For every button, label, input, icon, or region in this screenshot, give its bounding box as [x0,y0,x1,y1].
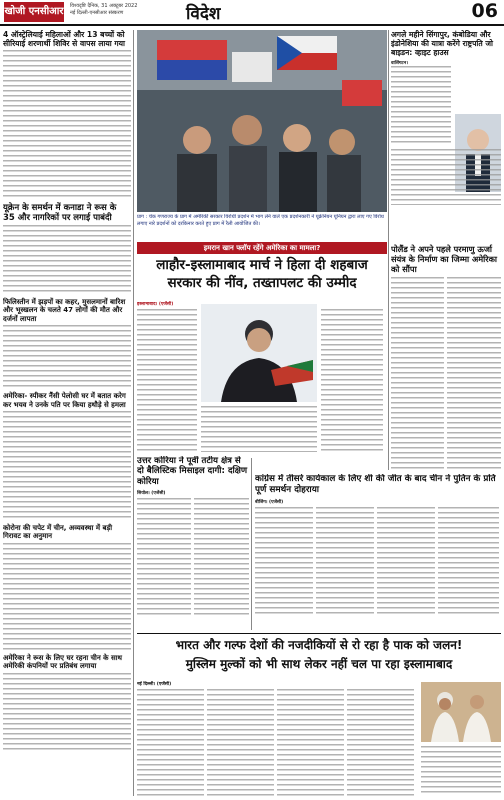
korea-byline: सियोल। (एजेंसी) [137,491,166,497]
story1-heading: 4 ऑस्ट्रेलियाई महिलाओं और 13 बच्चों को सीरियाई शरणार्थी शिविर से वापस लाया गया [3,30,126,48]
biden-heading: अगले महीने सिंगापुर, कंबोडिया और इंडोनेशिया की यात्रा करेंगे राष्ट्रपति जो बाइडन: व्हाइट हाउस [391,30,493,57]
korea-heading: उत्तर कोरिया ने पूर्वी तटीय क्षेत्र से दो बैलिस्टिक मिसाइल दागी: दक्षिण कोरिया [137,456,248,487]
leaders-photo [421,682,501,742]
korea-body-b [194,498,249,616]
story6-body [3,673,131,753]
main-body-col1 [137,309,197,453]
china-body-d [438,507,499,617]
imran-photo [201,304,317,402]
masthead-bar [0,0,504,26]
date-line: विश्वदृष्टि दैनिक, 31 अक्टूबर 2022 [70,3,138,9]
page-number: 06 [471,0,498,22]
story3-heading: फिलिस्तीन में झड़पों का कहर, मुसलमानों बारिश और भूस्खलन के चलते 47 लोगों की मौत और दर्जनों लापता [3,298,126,323]
main-headline-line2: सरकार की नींव, तख्तापलट की उम्मीद [167,275,357,291]
edition-line: नई दिल्ली-एनसीआर संस्करण [70,10,124,16]
story2-body [3,225,131,295]
pak-body-e [421,746,501,796]
protest-photo [137,30,387,212]
story3-body [3,325,131,389]
story6-heading: अमेरिका ने रूस के लिए घर रहना चीन के साथ अमेरिकी कंपनियों पर प्रतिबंध लगाया [3,653,123,671]
protest-caption: प्राग : चेक गणराज्य के प्राग में अमेरिकी सरकार विरोधी प्रदर्शन में भाग लेने वाले एक प्रदर्शनकारी ने यूक्रेनियन यूनियन द्वारा लाए गए विरोध लगाए नारे प्रदर्शनों को दरकिनार करते हुए प्राग में रैली आयोजित की। [137,214,384,227]
pak-body-d [347,689,414,796]
biden-body-b [391,149,501,205]
pak-body-c [277,689,344,796]
poland-body-b [447,277,501,469]
right-column-divider [388,30,389,470]
poland-heading: पोलैंड ने अपने पहले परमाणु ऊर्जा संयंत्र के निर्माण का जिम्मा अमेरिका को सौंपा [391,244,498,274]
pak-headline-line2: मुस्लिम मुल्कों को भी साथ लेकर नहीं चल पा रहा इस्लामाबाद [185,657,453,671]
china-body-a [255,507,313,617]
leaders-image [421,682,501,742]
pak-banner [137,636,501,680]
china-body-c [377,507,435,617]
protest-image [137,30,387,212]
korea-story [137,456,249,630]
masthead-date [70,3,137,17]
story2-heading: यूक्रेन के समर्थन में कनाडा ने रूस के 35 और नागरिकों पर लगाई पाबंदी [3,203,117,223]
masthead-logo: खोजी एनसीआर [4,2,64,22]
pak-byline: नई दिल्ली। (एजेंसी) [137,682,172,687]
biden-story [391,30,501,242]
main-headline [137,256,387,300]
main-byline: इस्लामाबाद। (एजेंसी) [137,302,174,307]
main-body-col3 [321,309,383,453]
imran-banner: इमरान खान फ्लॉप रहेंगे अमेरिका का मामला? [137,242,387,254]
section-title: विदेश [186,4,221,24]
korea-body [137,498,249,616]
story4-heading: अमेरिका- स्पीकर नैंसी पेलोसी घर में बतात करेग कर भयव ने उनके पति पर किया हथौड़े से हमला [3,392,126,409]
korea-divider [251,458,252,630]
poland-body-a [391,277,444,469]
china-body-b [316,507,374,617]
story5-heading: कोरोना की चपेट में चीन, अव्यवस्था में बड़ी गिरावट का अनुमान [3,524,113,541]
story4-body [3,411,131,521]
main-body-col2 [201,406,317,452]
main-headline-line1: लाहौर-इस्लामाबाद मार्च ने हिला दी शहबाज [156,257,368,273]
china-body [255,507,501,617]
poland-body [391,277,501,469]
pak-banner-top-rule [137,633,501,634]
pak-body [137,689,417,796]
story5-body [3,543,131,651]
pak-body-a [137,689,204,796]
poland-story [391,244,501,474]
left-column-divider [133,30,134,796]
biden-body-a [391,66,451,146]
china-heading: कांग्रेस में तीसरे कार्यकाल के लिए शी की जीत के बाद चीन ने पुतिन के प्रति पूर्ण समर्थन दोहराया [255,474,496,495]
china-story [255,474,501,630]
korea-body-a [137,498,191,616]
imran-image [201,304,317,402]
biden-dateline: वाशिंगटन। [391,61,408,66]
story1-body [3,50,131,200]
pak-headline-line1: भारत और गल्फ देशों की नजदीकियों से रो रहा है पाक को जलन! [175,638,463,652]
left-column [3,30,131,796]
china-byline: बीजिंग। (एजेंसी) [255,499,284,505]
pak-body-b [207,689,274,796]
